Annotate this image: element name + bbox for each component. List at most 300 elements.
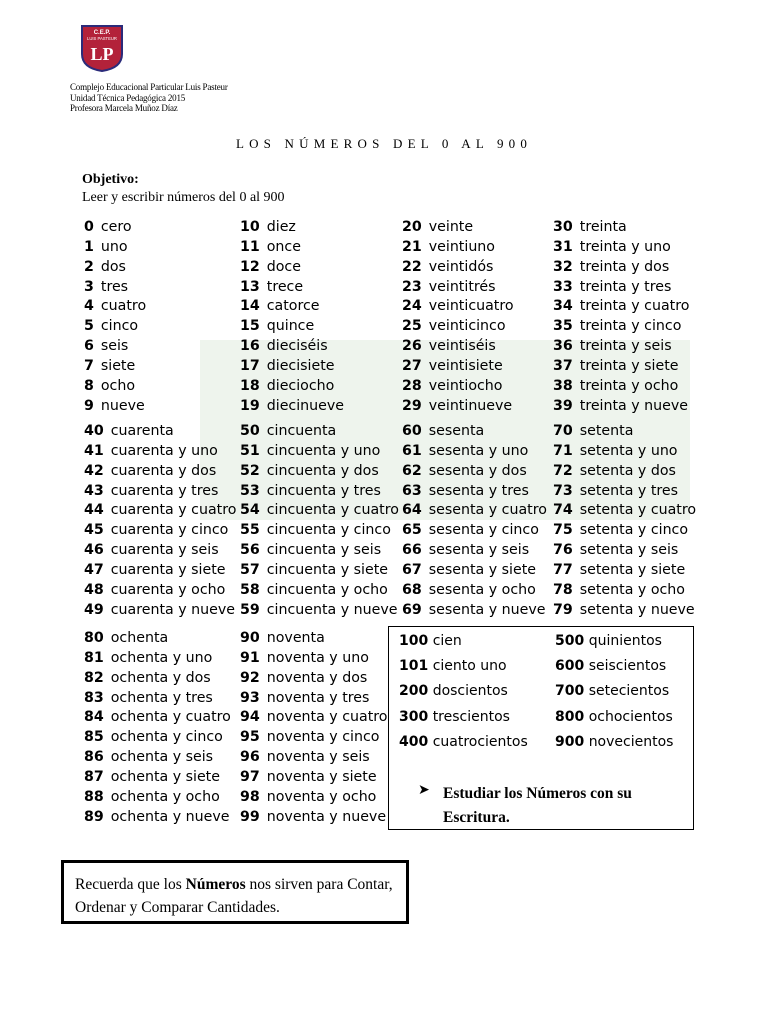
number-word: noventa — [266, 630, 325, 646]
number-word: sesenta y cinco — [428, 522, 539, 539]
number-word: cincuenta y uno — [266, 442, 381, 459]
number-word: sesenta y nueve — [428, 601, 546, 618]
number-word: uno — [100, 238, 128, 255]
number-digit: 61 — [402, 442, 422, 459]
number-entry — [240, 422, 336, 442]
number-digit: 67 — [402, 561, 422, 578]
number-word: treinta y siete — [579, 357, 679, 374]
number-entry — [240, 669, 367, 689]
number-entry — [553, 521, 688, 541]
number-word: diecinueve — [266, 397, 345, 414]
number-entry — [84, 581, 225, 601]
number-word: siete — [100, 357, 136, 374]
number-entry — [553, 581, 685, 601]
number-digit: 64 — [402, 502, 422, 519]
number-word: catorce — [266, 298, 320, 315]
number-word: noventa y uno — [266, 649, 369, 666]
hundreds-word: setecientos — [588, 683, 670, 700]
number-digit: 49 — [84, 601, 104, 618]
number-entry — [240, 238, 301, 258]
number-digit: 28 — [402, 377, 422, 394]
number-digit: 7 — [84, 357, 94, 374]
number-digit: 92 — [240, 669, 260, 686]
number-entry — [402, 297, 514, 317]
number-digit: 14 — [240, 298, 260, 315]
number-digit: 50 — [240, 423, 260, 439]
number-entry — [553, 317, 681, 337]
number-entry — [84, 501, 236, 521]
number-word: sesenta y seis — [428, 542, 530, 559]
number-word: ochenta y ocho — [110, 788, 220, 805]
number-entry — [402, 462, 527, 482]
hundreds-word: novecientos — [588, 733, 674, 750]
arrow-bullet-icon: ➤ — [418, 783, 430, 798]
number-digit: 43 — [84, 482, 104, 499]
number-entry — [402, 422, 484, 442]
number-entry — [553, 462, 676, 482]
number-word: diez — [266, 219, 296, 235]
number-digit: 22 — [402, 258, 422, 275]
number-entry — [240, 278, 303, 298]
page-title: LOS NÚMEROS DEL 0 AL 900 — [235, 136, 533, 151]
number-entry — [402, 541, 529, 561]
number-digit: 16 — [240, 338, 260, 355]
number-digit: 11 — [240, 238, 260, 255]
number-word: cincuenta y nueve — [266, 601, 398, 618]
hundreds-digit: 700 — [555, 683, 585, 700]
number-entry — [553, 377, 678, 397]
number-word: cincuenta y cinco — [266, 522, 391, 539]
number-word: seis — [100, 338, 129, 355]
number-word: ochenta y cinco — [110, 729, 223, 746]
number-word: cuarenta y nueve — [110, 601, 235, 618]
number-entry — [240, 788, 376, 808]
number-word: veinte — [428, 219, 474, 235]
number-word: veinticinco — [428, 318, 506, 335]
number-word: tres — [100, 278, 129, 295]
number-entry — [84, 278, 128, 298]
number-entry — [84, 629, 168, 649]
number-digit: 73 — [553, 482, 573, 499]
number-digit: 53 — [240, 482, 260, 499]
number-word: cero — [100, 219, 132, 235]
number-entry — [240, 482, 381, 502]
number-word: veintiséis — [428, 338, 496, 355]
number-entry — [402, 581, 536, 601]
hundreds-word: trescientos — [432, 708, 510, 725]
hundreds-entry — [399, 734, 528, 750]
number-entry — [84, 561, 226, 581]
number-word: setenta y seis — [579, 542, 679, 559]
number-digit: 40 — [84, 423, 104, 439]
number-digit: 37 — [553, 357, 573, 374]
number-entry — [402, 377, 502, 397]
number-digit: 91 — [240, 649, 260, 666]
number-word: cincuenta y seis — [266, 542, 382, 559]
number-digit: 41 — [84, 442, 104, 459]
number-digit: 84 — [84, 709, 104, 726]
number-word: noventa y tres — [266, 689, 370, 706]
hundreds-digit: 101 — [399, 658, 429, 675]
number-entry — [553, 422, 633, 442]
number-entry — [84, 397, 145, 417]
number-digit: 45 — [84, 522, 104, 539]
number-entry — [84, 601, 235, 621]
number-word: doce — [266, 258, 301, 275]
number-entry — [402, 442, 528, 462]
number-entry — [553, 278, 671, 298]
number-word: noventa y siete — [266, 768, 377, 785]
number-word: cuarenta y uno — [110, 442, 218, 459]
number-digit: 96 — [240, 749, 260, 766]
number-word: veintisiete — [428, 357, 503, 374]
number-digit: 26 — [402, 338, 422, 355]
number-entry — [84, 317, 138, 337]
number-digit: 51 — [240, 442, 260, 459]
number-entry — [240, 521, 391, 541]
number-entry — [84, 218, 132, 238]
number-entry — [402, 501, 547, 521]
number-word: noventa y nueve — [266, 808, 387, 825]
number-entry — [240, 218, 296, 238]
number-entry — [402, 601, 546, 621]
number-entry — [84, 258, 126, 278]
number-word: sesenta y uno — [428, 442, 529, 459]
number-word: cincuenta — [266, 423, 337, 439]
hundreds-digit: 100 — [399, 633, 429, 649]
number-digit: 31 — [553, 238, 573, 255]
hundreds-word: quinientos — [588, 633, 662, 649]
number-word: trece — [266, 278, 304, 295]
number-word: setenta y uno — [579, 442, 678, 459]
number-word: cincuenta y siete — [266, 561, 389, 578]
number-digit: 48 — [84, 581, 104, 598]
number-digit: 60 — [402, 423, 422, 439]
hundreds-entry — [399, 633, 462, 649]
number-word: treinta y ocho — [579, 377, 679, 394]
number-digit: 56 — [240, 542, 260, 559]
number-word: nueve — [100, 397, 145, 414]
number-entry — [553, 482, 678, 502]
number-word: cuarenta y seis — [110, 542, 219, 559]
number-digit: 79 — [553, 601, 573, 618]
number-digit: 23 — [402, 278, 422, 295]
number-entry — [553, 297, 689, 317]
number-word: treinta y seis — [579, 338, 672, 355]
number-word: dos — [100, 258, 126, 275]
number-word: treinta y nueve — [579, 397, 689, 414]
number-word: cincuenta y dos — [266, 462, 379, 479]
number-word: setenta y cinco — [579, 522, 689, 539]
number-entry — [240, 561, 388, 581]
number-digit: 59 — [240, 601, 260, 618]
hundreds-word: seiscientos — [588, 658, 667, 675]
number-digit: 20 — [402, 219, 422, 235]
number-word: cuarenta y ocho — [110, 581, 226, 598]
number-entry — [402, 278, 496, 298]
number-digit: 17 — [240, 357, 260, 374]
number-digit: 10 — [240, 219, 260, 235]
number-digit: 30 — [553, 219, 573, 235]
number-word: cuatro — [100, 298, 147, 315]
number-entry — [402, 521, 539, 541]
number-digit: 55 — [240, 522, 260, 539]
number-word: sesenta — [428, 423, 485, 439]
number-word: veinticuatro — [428, 298, 514, 315]
teacher-name: Profesora Marcela Muñoz Díaz — [70, 103, 178, 113]
number-entry — [240, 377, 334, 397]
number-word: setenta y tres — [579, 482, 679, 499]
number-word: treinta y cinco — [579, 318, 682, 335]
number-word: cuarenta y cuatro — [110, 502, 237, 519]
number-digit: 24 — [402, 298, 422, 315]
number-entry — [84, 768, 220, 788]
school-name: Complejo Educacional Particular Luis Pasteur — [70, 82, 228, 92]
hundreds-entry — [555, 633, 662, 649]
number-entry — [553, 561, 685, 581]
number-digit: 1 — [84, 238, 94, 255]
number-digit: 58 — [240, 581, 260, 598]
number-entry — [402, 238, 495, 258]
number-entry — [402, 258, 493, 278]
number-entry — [84, 357, 135, 377]
hundreds-word: cien — [432, 633, 462, 649]
number-entry — [553, 337, 672, 357]
number-entry — [402, 482, 529, 502]
number-entry — [84, 708, 231, 728]
number-digit: 4 — [84, 298, 94, 315]
number-digit: 6 — [84, 338, 94, 355]
number-digit: 83 — [84, 689, 104, 706]
number-digit: 32 — [553, 258, 573, 275]
number-word: veintiuno — [428, 238, 495, 255]
number-digit: 77 — [553, 561, 573, 578]
number-digit: 68 — [402, 581, 422, 598]
number-digit: 71 — [553, 442, 573, 459]
number-word: cincuenta y cuatro — [266, 502, 399, 519]
number-digit: 2 — [84, 258, 94, 275]
number-word: setenta y ocho — [579, 581, 685, 598]
number-entry — [402, 337, 496, 357]
number-entry — [402, 397, 512, 417]
number-digit: 80 — [84, 630, 104, 646]
number-entry — [84, 788, 220, 808]
number-entry — [84, 728, 223, 748]
reminder-box — [61, 860, 409, 924]
number-digit: 82 — [84, 669, 104, 686]
number-entry — [84, 669, 211, 689]
number-digit: 97 — [240, 768, 260, 785]
number-word: diecisiete — [266, 357, 335, 374]
number-digit: 34 — [553, 298, 573, 315]
number-entry — [240, 442, 380, 462]
number-entry — [240, 768, 377, 788]
hundreds-word: cuatrocientos — [432, 733, 528, 750]
number-word: noventa y cinco — [266, 729, 380, 746]
number-word: veintitrés — [428, 278, 496, 295]
number-word: noventa y cuatro — [266, 709, 388, 726]
number-entry — [553, 218, 627, 238]
number-digit: 36 — [553, 338, 573, 355]
school-unit: Unidad Técnica Pedagógica 2015 — [70, 92, 186, 103]
number-entry — [553, 357, 679, 377]
number-word: ochenta y cuatro — [110, 709, 231, 726]
number-entry — [240, 541, 381, 561]
number-word: ochenta y tres — [110, 689, 213, 706]
number-entry — [240, 501, 399, 521]
number-digit: 33 — [553, 278, 573, 295]
reminder-text-bold: Números — [185, 876, 246, 893]
number-word: ocho — [100, 377, 136, 394]
number-word: sesenta y dos — [428, 462, 527, 479]
number-word: setenta y nueve — [579, 601, 695, 618]
number-digit: 13 — [240, 278, 260, 295]
number-digit: 63 — [402, 482, 422, 499]
number-entry — [84, 521, 228, 541]
number-entry — [84, 689, 213, 709]
number-digit: 19 — [240, 397, 260, 414]
number-digit: 47 — [84, 561, 104, 578]
number-digit: 15 — [240, 318, 260, 335]
number-word: cinco — [100, 318, 139, 335]
objective-text: Leer y escribir números del 0 al 900 — [82, 190, 285, 205]
number-digit: 57 — [240, 561, 260, 578]
number-entry — [553, 601, 695, 621]
number-entry — [240, 601, 398, 621]
number-digit: 21 — [402, 238, 422, 255]
number-entry — [84, 442, 218, 462]
number-word: sesenta y ocho — [428, 581, 536, 598]
number-digit: 18 — [240, 377, 260, 394]
number-digit: 66 — [402, 542, 422, 559]
number-word: cincuenta y ocho — [266, 581, 388, 598]
number-entry — [240, 317, 314, 337]
number-entry — [240, 629, 325, 649]
svg-text:LP: LP — [90, 44, 114, 64]
number-digit: 46 — [84, 542, 104, 559]
number-word: treinta y uno — [579, 238, 671, 255]
number-digit: 42 — [84, 462, 104, 479]
number-digit: 8 — [84, 377, 94, 394]
hundreds-digit: 800 — [555, 708, 585, 725]
number-word: once — [266, 238, 301, 255]
number-entry — [402, 218, 473, 238]
number-digit: 88 — [84, 788, 104, 805]
number-word: cuarenta y tres — [110, 482, 219, 499]
number-word: cincuenta y tres — [266, 482, 381, 499]
number-entry — [240, 397, 344, 417]
number-word: ochenta y siete — [110, 768, 220, 785]
number-word: ochenta y seis — [110, 749, 214, 766]
number-digit: 38 — [553, 377, 573, 394]
reminder-text-start: Recuerda que los — [75, 876, 186, 893]
number-digit: 89 — [84, 808, 104, 825]
number-word: cuarenta — [110, 423, 174, 439]
hundreds-digit: 300 — [399, 708, 429, 725]
number-entry — [402, 357, 503, 377]
hundreds-entry — [555, 709, 673, 725]
number-entry — [84, 422, 174, 442]
number-entry — [84, 541, 219, 561]
number-entry — [240, 649, 369, 669]
number-word: noventa y dos — [266, 669, 368, 686]
number-entry — [553, 258, 669, 278]
number-word: setenta y siete — [579, 561, 686, 578]
number-digit: 87 — [84, 768, 104, 785]
number-digit: 81 — [84, 649, 104, 666]
number-digit: 12 — [240, 258, 260, 275]
number-digit: 27 — [402, 357, 422, 374]
number-digit: 9 — [84, 397, 94, 414]
number-digit: 74 — [553, 502, 573, 519]
number-digit: 99 — [240, 808, 260, 825]
number-digit: 93 — [240, 689, 260, 706]
number-digit: 39 — [553, 397, 573, 414]
school-logo — [80, 24, 124, 72]
number-word: treinta y tres — [579, 278, 672, 295]
number-digit: 72 — [553, 462, 573, 479]
number-digit: 5 — [84, 318, 94, 335]
number-entry — [84, 297, 146, 317]
number-entry — [553, 238, 671, 258]
number-digit: 44 — [84, 502, 104, 519]
number-word: setenta y dos — [579, 462, 676, 479]
number-entry — [553, 501, 696, 521]
number-entry — [240, 258, 301, 278]
number-word: noventa y seis — [266, 749, 370, 766]
hundreds-digit: 500 — [555, 633, 585, 649]
number-word: ochenta — [110, 630, 169, 646]
number-word: ochenta y nueve — [110, 808, 230, 825]
number-entry — [240, 689, 369, 709]
number-entry — [240, 297, 320, 317]
hundreds-word: ochocientos — [588, 708, 673, 725]
number-digit: 95 — [240, 729, 260, 746]
number-word: dieciocho — [266, 377, 335, 394]
number-digit: 62 — [402, 462, 422, 479]
number-entry — [402, 317, 506, 337]
number-entry — [84, 462, 216, 482]
number-entry — [553, 541, 678, 561]
hundreds-digit: 900 — [555, 733, 585, 750]
number-entry — [240, 808, 386, 828]
number-digit: 25 — [402, 318, 422, 335]
number-word: cuarenta y cinco — [110, 522, 229, 539]
number-entry — [402, 561, 536, 581]
hundreds-entry — [399, 658, 507, 674]
svg-text:C.E.P.: C.E.P. — [93, 30, 111, 36]
number-digit: 90 — [240, 630, 260, 646]
number-word: quince — [266, 318, 315, 335]
hundreds-digit: 200 — [399, 683, 429, 700]
number-word: dieciséis — [266, 338, 328, 355]
number-entry — [240, 357, 335, 377]
number-entry — [84, 808, 229, 828]
hundreds-entry — [555, 683, 669, 699]
number-entry — [84, 748, 213, 768]
number-word: ochenta y uno — [110, 649, 213, 666]
number-word: ochenta y dos — [110, 669, 211, 686]
number-entry — [84, 337, 128, 357]
number-word: sesenta y cuatro — [428, 502, 547, 519]
number-digit: 75 — [553, 522, 573, 539]
number-entry — [240, 708, 387, 728]
number-entry — [84, 377, 135, 397]
number-digit: 86 — [84, 749, 104, 766]
number-word: veintinueve — [428, 397, 513, 414]
hundreds-digit: 400 — [399, 733, 429, 750]
reminder-text — [75, 873, 405, 919]
